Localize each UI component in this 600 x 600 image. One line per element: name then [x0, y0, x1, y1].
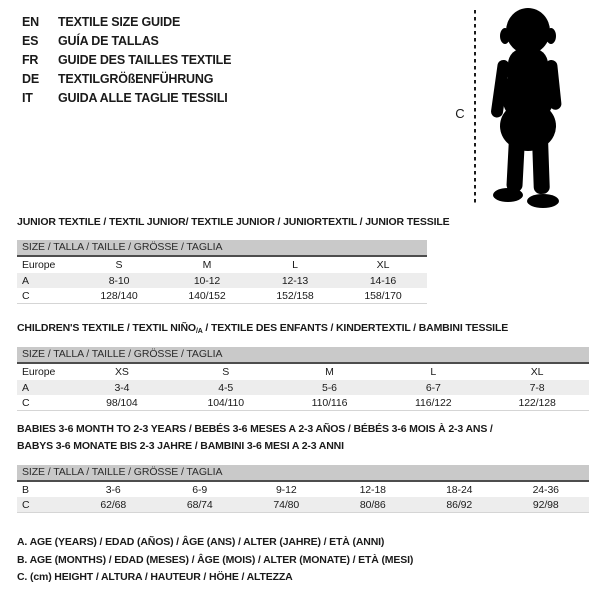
language-code: DE [22, 71, 39, 86]
height-measure-label: C [455, 106, 465, 121]
language-code: ES [22, 33, 39, 48]
table-row [17, 257, 427, 273]
region-cell: Europe [22, 259, 56, 271]
value-cell: 8-10 [108, 274, 130, 287]
language-row-de [22, 69, 231, 88]
language-title: GUIDA ALLE TAGLIE TESSILI [58, 90, 228, 105]
babies-size-table [17, 465, 589, 513]
value-cell: 9-12 [275, 483, 297, 496]
value-cell: 3-6 [105, 483, 121, 496]
table-row [17, 482, 589, 497]
value-cell: 80/86 [359, 498, 386, 511]
language-title: GUÍA DE TALLAS [58, 33, 159, 48]
size-bar-label: SIZE / TALLA / TAILLE / GRÖSSE / TAGLIA [17, 347, 589, 364]
title-line-1: BABIES 3-6 MONTH TO 2-3 YEARS / BEBÉS 3-6 MESES A 2-3 AÑOS / BÉBÉS 3-6 MOIS À 2-3 ANS / [17, 423, 493, 435]
value-cell: 6-7 [425, 381, 441, 394]
value-cell: 14-16 [369, 274, 397, 287]
value-cell: 116/122 [415, 396, 452, 409]
language-row-en [22, 12, 231, 31]
value-cell: 18-24 [446, 483, 473, 496]
language-title: TEXTILGRÖßENFÜHRUNG [58, 71, 214, 86]
value-cell: 128/140 [100, 289, 138, 302]
value-cell: 4-5 [218, 381, 234, 394]
size-cell: M [202, 259, 212, 271]
note-age-years: A. AGE (YEARS) / EDAD (AÑOS) / ÂGE (ANS) / ALTER (JAHRE) / ETÀ (ANNI) [17, 536, 385, 548]
table-row [17, 395, 589, 411]
size-cell: M [325, 366, 334, 378]
table-row [17, 497, 589, 513]
value-cell: 98/104 [106, 396, 138, 409]
language-title: GUIDE DES TAILLES TEXTILE [58, 52, 232, 67]
section-title-junior: JUNIOR TEXTILE / TEXTIL JUNIOR/ TEXTILE JUNIOR / JUNIORTEXTIL / JUNIOR TESSILE [17, 216, 450, 228]
value-cell: 10-12 [193, 274, 221, 287]
value-cell: 92/98 [532, 498, 559, 511]
value-cell: 7-8 [529, 381, 545, 394]
size-cell: L [292, 259, 298, 271]
value-cell: 6-9 [192, 483, 208, 496]
value-cell: 74/80 [273, 498, 300, 511]
value-cell: 24-36 [532, 483, 559, 496]
size-cell: XL [376, 259, 390, 271]
junior-size-table [17, 240, 427, 304]
language-list [22, 12, 231, 107]
size-cell: L [430, 366, 437, 378]
value-cell: 62/68 [100, 498, 127, 511]
measure-key-cell: A [22, 274, 29, 287]
value-cell: 3-4 [114, 381, 130, 394]
title-subscript: /A [195, 328, 203, 335]
value-cell: 12-13 [281, 274, 309, 287]
measure-key-cell: C [22, 396, 30, 409]
measure-key-cell: B [22, 483, 29, 496]
table-row [17, 273, 427, 288]
value-cell: 104/110 [207, 396, 244, 409]
value-cell: 152/158 [276, 289, 314, 302]
size-bar-label: SIZE / TALLA / TAILLE / GRÖSSE / TAGLIA [17, 240, 427, 257]
children-size-table [17, 347, 589, 411]
value-cell: 140/152 [188, 289, 226, 302]
title-text: / TEXTILE DES ENFANTS / KINDERTEXTIL / BAMBINI TESSILE [202, 322, 509, 334]
legend-notes [17, 534, 413, 587]
section-title-children [17, 322, 508, 335]
region-cell: Europe [22, 366, 56, 378]
section-title-babies [17, 421, 493, 455]
size-cell: S [115, 259, 123, 271]
height-measure-dotted-line [474, 10, 476, 206]
language-code: EN [22, 14, 39, 29]
note-age-months: B. AGE (MONTHS) / EDAD (MESES) / ÂGE (MOIS) / ALTER (MONATE) / ETÀ (MESI) [17, 553, 414, 566]
language-row-fr [22, 50, 231, 69]
language-row-es [22, 31, 231, 50]
value-cell: 5-6 [322, 381, 337, 394]
table-row [17, 380, 589, 395]
table-row [17, 288, 427, 304]
value-cell: 12-18 [359, 483, 386, 496]
title-text: CHILDREN'S TEXTILE / TEXTIL NIÑO [17, 322, 196, 334]
toddler-silhouette-icon [481, 6, 575, 208]
value-cell: 158/170 [364, 289, 402, 302]
measure-key-cell: C [22, 498, 30, 511]
size-cell: S [222, 366, 230, 378]
size-bar-label: SIZE / TALLA / TAILLE / GRÖSSE / TAGLIA [17, 465, 589, 482]
size-cell: XL [530, 366, 544, 378]
title-line-2: BABYS 3-6 MONATE BIS 2-3 JAHRE / BAMBINI 3-6 MESI A 2-3 ANNI [17, 440, 344, 452]
table-row [17, 364, 589, 380]
language-title: TEXTILE SIZE GUIDE [58, 14, 181, 29]
size-cell: XS [114, 366, 129, 378]
language-code: IT [22, 90, 33, 105]
language-code: FR [22, 52, 39, 67]
note-height-cm: C. (cm) HEIGHT / ALTURA / HAUTEUR / HÖHE / ALTEZZA [17, 571, 293, 583]
measure-key-cell: C [22, 289, 30, 302]
measure-key-cell: A [22, 381, 29, 394]
value-cell: 68/74 [186, 498, 213, 511]
value-cell: 122/128 [518, 396, 556, 409]
value-cell: 86/92 [446, 498, 473, 511]
value-cell: 110/116 [311, 396, 348, 409]
language-row-it [22, 88, 231, 107]
